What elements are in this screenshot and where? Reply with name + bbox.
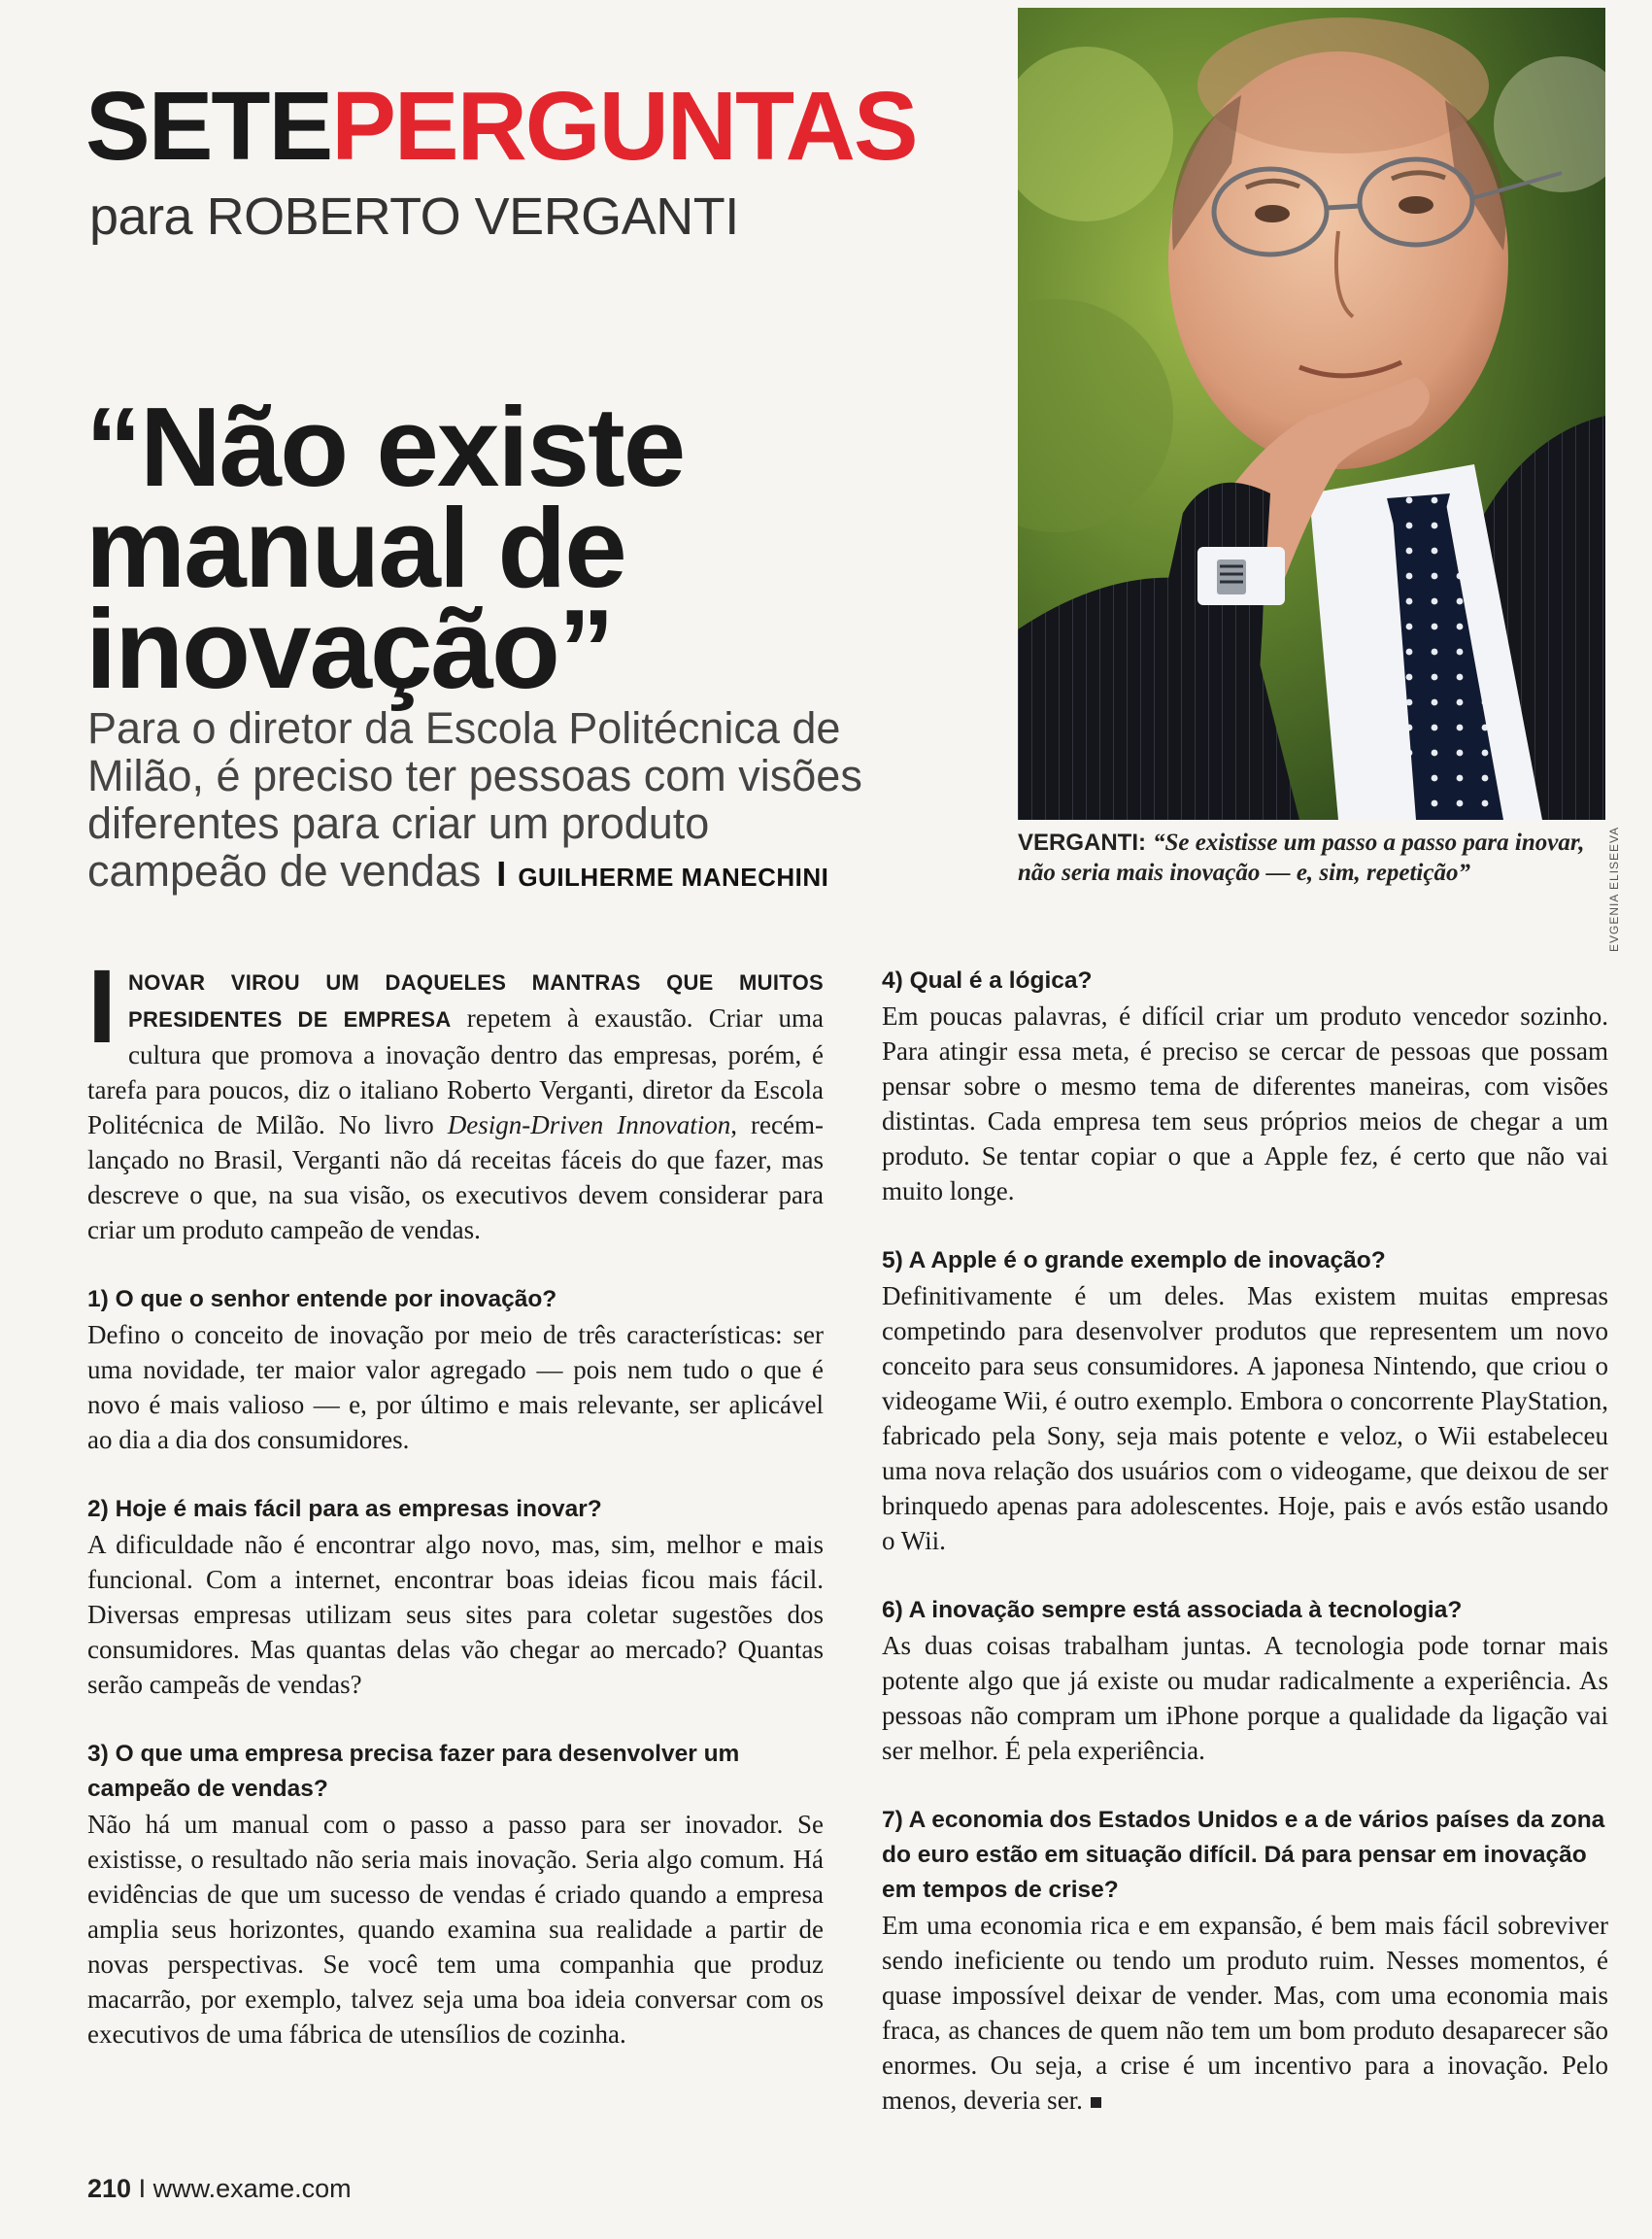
intro-text: repetem à exaustão. Criar uma cultura que promova a inovação dentro das empresas, porém, é tarefa para poucos, diz o italiano Roberto Verganti, diretor da Escola Politécnica de Milão. No livro xyxy=(87,1003,824,1139)
answer: As duas coisas trabalham juntas. A tecnologia pode tornar mais potente algo que já existe ou mudar radicalmente a experiência. As pessoas não compram um iPhone porque a qualidade da ligação vai ser melhor. É pela experiência. xyxy=(882,1631,1608,1765)
page-number: 210 xyxy=(87,2174,132,2203)
photo-credit: EVGENIA ELISEEVA xyxy=(1607,826,1621,952)
question: 4) Qual é a lógica? xyxy=(882,967,1093,994)
author-byline: GUILHERME MANECHINI xyxy=(518,863,829,892)
dek-text: Para o diretor da Escola Politécnica de Milão, é preciso ter pessoas com visões diferentes para criar um produto campeão de vendas xyxy=(87,703,862,896)
answer xyxy=(882,1908,1608,2118)
end-mark-icon xyxy=(1091,2097,1101,2108)
portrait-illustration xyxy=(1018,8,1605,820)
answer: Não há um manual com o passo a passo para ser inovador. Se existisse, o resultado não seria mais inovação. Seria algo comum. Há evidências de que um sucesso de vendas é criado quando a empresa amplia seus horizontes, quando examina sua realidade a partir de novas perspectivas. Se você tem uma companhia que produz macarrão, por exemplo, talvez seja uma boa ideia conversar com os executivos de uma fábrica de utensílios de cozinha. xyxy=(87,1810,824,2049)
dek xyxy=(87,704,893,901)
drop-cap: I xyxy=(87,947,118,1065)
question: 1) O que o senhor entende por inovação? xyxy=(87,1286,557,1312)
answer: Em poucas palavras, é difícil criar um produto vencedor sozinho. Para atingir essa meta, é preciso se cercar de pessoas que possam pensar sobre o mesmo tema de diferentes maneiras, com visões distintas. Cada empresa tem seus próprios meios de chegar a um produto. Se tentar copiar o que a Apple fez, é certo que não vai muito longe. xyxy=(882,1001,1608,1205)
footer-separator: I xyxy=(138,2174,147,2203)
brand-part-perguntas: PERGUNTAS xyxy=(331,72,917,181)
book-title: Design-Driven Innovation xyxy=(447,1110,731,1139)
question: 5) A Apple é o grande exemplo de inovação? xyxy=(882,1247,1386,1273)
qa-block xyxy=(87,1737,824,2052)
intro-lead-caps: NOVAR VIROU UM DAQUELES MANTRAS QUE MUITOS PRESIDENTES DE EMPRESA xyxy=(128,970,824,1032)
portrait-photo xyxy=(1018,8,1605,820)
page-footer xyxy=(87,2174,352,2204)
text-column-left xyxy=(87,947,824,2086)
intro-text-end: , recém-lançado no Brasil, Verganti não dá receitas fáceis do que fazer, mas descreve o que, na sua visão, os executivos devem considerar para criar um produto campeão de vendas. xyxy=(87,1110,824,1244)
interviewee-line: para ROBERTO VERGANTI xyxy=(89,187,739,246)
question: 2) Hoje é mais fácil para as empresas inovar? xyxy=(87,1496,602,1522)
caption-quote: “Se existisse um passo a passo para inovar, não seria mais inovação — e, sim, repetição” xyxy=(1018,830,1585,886)
headline: “Não existe manual de inovação” xyxy=(85,384,685,712)
question: 7) A economia dos Estados Unidos e a de vários países da zona do euro estão em situação difícil. Dá para pensar em inovação em tempos de crise? xyxy=(882,1807,1605,1903)
answer: A dificuldade não é encontrar algo novo, mas, sim, melhor e mais funcional. Com a internet, encontrar boas ideias ficou mais fácil. Diversas empresas utilizam seus sites para coletar sugestões dos consumidores. Mas quantas delas vão chegar ao mercado? Quantas serão campeãs de vendas? xyxy=(87,1530,824,1699)
section-brand xyxy=(85,72,917,181)
qa-block xyxy=(87,1282,824,1457)
answer: Defino o conceito de inovação por meio de três características: ser uma novidade, ter maior valor agregado — pois nem tudo o que é novo é mais valioso — e, por último e mais relevante, ser aplicável ao dia a dia dos consumidores. xyxy=(87,1320,824,1454)
brand-part-sete: SETE xyxy=(85,72,332,181)
caption-name: VERGANTI: xyxy=(1018,830,1146,856)
text-column-right xyxy=(882,964,1608,2153)
photo-caption xyxy=(1018,828,1610,888)
qa-block xyxy=(882,964,1608,1208)
qa-block xyxy=(882,1803,1608,2118)
qa-block xyxy=(882,1243,1608,1558)
intro-paragraph xyxy=(87,947,824,1247)
dek-separator: I xyxy=(496,854,507,894)
qa-block xyxy=(882,1593,1608,1768)
qa-block xyxy=(87,1492,824,1702)
answer: Definitivamente é um deles. Mas existem muitas empresas competindo para desenvolver produtos que representem um novo conceito para seus consumidores. A japonesa Nintendo, que criou o videogame Wii, é outro exemplo. Embora o concorrente PlayStation, fabricado pela Sony, seja mais potente e veloz, o Wii estabeleceu uma nova relação dos usuários com o videogame, que deixou de ser brinquedo apenas para adolescentes. Hoje, pais e avós estão usando o Wii. xyxy=(882,1281,1608,1555)
site-url: www.exame.com xyxy=(152,2174,352,2203)
answer-text: Em uma economia rica e em expansão, é bem mais fácil sobreviver sendo ineficiente ou tendo um produto ruim. Nesses momentos, é quase impossível deixar de vender. Mas, com uma economia mais fraca, as chances de quem não tem um bom produto desaparecer são enormes. Ou seja, a crise é um incentivo para a inovação. Pelo menos, deveria ser. xyxy=(882,1911,1608,2115)
question: 3) O que uma empresa precisa fazer para desenvolver um campeão de vendas? xyxy=(87,1741,740,1802)
question: 6) A inovação sempre está associada à tecnologia? xyxy=(882,1597,1463,1623)
